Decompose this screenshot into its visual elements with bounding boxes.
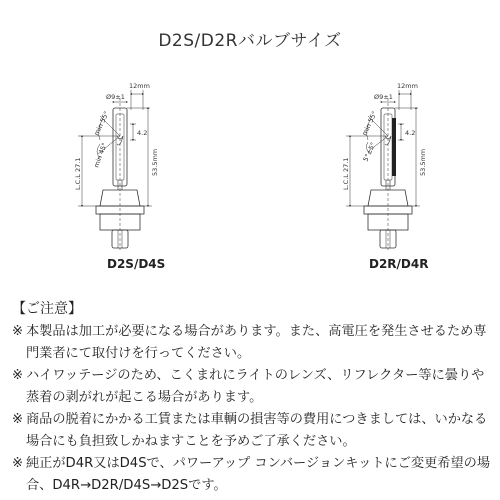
page-title: D2S/D2Rバルブサイズ [158, 31, 342, 51]
dim-diameter-label: Ø9±1 [374, 93, 393, 101]
note-text: ハイワッテージのため、こくまれにライトのレンズ、リフレクター等に曇りや蒸着の剥がれが起こる場合があります。 [26, 368, 485, 405]
note-item [12, 321, 496, 365]
dim-angle-bottom-label: 5°±5° [361, 141, 378, 163]
note-item [12, 409, 496, 453]
dim-length-label: 53.5mm [419, 148, 427, 176]
caption-d2r-d4r: D2R/D4R [369, 257, 429, 271]
dim-arc-label: 4.2 [137, 129, 148, 137]
notes-title: 【ご注意】 [12, 301, 82, 317]
note-mark: ※ [12, 368, 24, 383]
dim-length-label: 53.5mm [151, 148, 159, 176]
caution-notes [12, 298, 496, 497]
dim-arc-label: 4.2 [405, 129, 416, 137]
dim-angle-top-label: min 55° [360, 110, 379, 137]
dim-width-label: 12mm [397, 82, 418, 90]
note-item [12, 365, 496, 409]
dim-angle-bottom-label: min 45° [92, 141, 109, 169]
note-mark: ※ [12, 456, 24, 471]
note-mark: ※ [12, 412, 24, 427]
note-text: 純正がD4R又はD4Sで、パワーアップ コンバージョンキットにご変更希望の場合、D4R→D2R/D4S→D2Sです。 [26, 456, 491, 493]
dim-lcl-label: L.C.L 27.1 [74, 157, 82, 190]
dim-angle-top-label: min 55° [92, 110, 111, 137]
caption-d2s-d4s: D2S/D4S [107, 257, 166, 271]
bulb-drawing-d2s [78, 90, 152, 250]
dim-lcl-label: L.C.L 27.1 [342, 157, 350, 190]
bulb-diagrams [0, 78, 500, 258]
note-text: 本製品は加工が必要になる場合があります。また、高電圧を発生させるため専門業者にて取付けを行ってください。 [26, 324, 487, 361]
dim-diameter-label: Ø9±1 [106, 93, 125, 101]
note-text: 商品の脱着にかかる工賃または車輌の損害等の費用につきましては、いかなる場合にも負担致しかねますことを予めご了承ください。 [26, 412, 488, 449]
bulb-drawing-d2r [346, 90, 420, 250]
dim-width-label: 12mm [129, 82, 150, 90]
note-item [12, 453, 496, 497]
note-mark: ※ [12, 324, 24, 339]
